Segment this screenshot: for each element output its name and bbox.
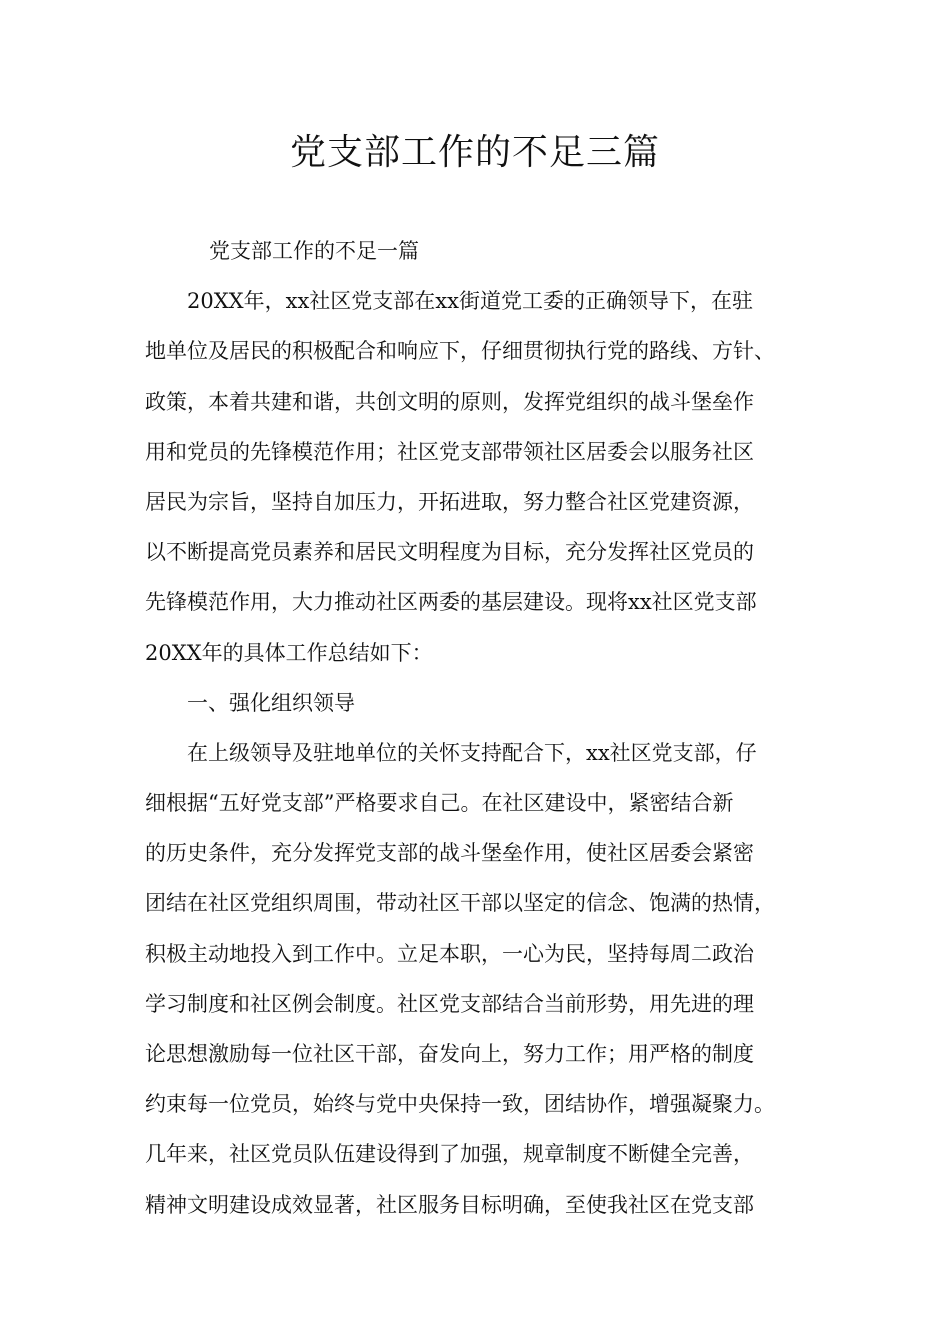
paragraph-line: 精神文明建设成效显著，社区服务目标明确，至使我社区在党支部 [145,1192,754,1217]
paragraph-line: 学习制度和社区例会制度。社区党支部结合当前形势，用先进的理 [145,991,754,1016]
paragraph-line: 论思想激励每一位社区干部，奋发向上，努力工作；用严格的制度 [145,1042,754,1066]
document-body [145,226,815,1230]
paragraph-line: 地单位及居民的积极配合和响应下，仔细贯彻执行党的路线、方针、 [145,339,775,364]
paragraph-line: 以不断提高党员素养和居民文明程度为目标，充分发挥社区党员的 [145,540,754,565]
paragraph-line: 先锋模范作用，大力推动社区两委的基层建设。现将xx社区党支部 [145,590,757,615]
paragraph-line: 在上级领导及驻地单位的关怀支持配合下，xx社区党支部，仔 [187,740,757,765]
paragraph-line: 用和党员的先锋模范作用；社区党支部带领社区居委会以服务社区 [145,439,754,464]
document-title: 党支部工作的不足三篇 [289,132,660,173]
subsection-heading: 一、强化组织领导 [187,690,355,715]
paragraph-line: 政策，本着共建和谐，共创文明的原则，发挥党组织的战斗堡垒作 [145,389,754,414]
paragraph-line: 的历史条件，充分发挥党支部的战斗堡垒作用，使社区居委会紧密 [145,841,754,866]
paragraph-line: 细根据“五好党支部”严格要求自己。在社区建设中，紧密结合新 [145,791,734,816]
paragraph-line: 团结在社区党组织周围，带动社区干部以坚定的信念、饱满的热情， [145,891,775,916]
paragraph-line: 约束每一位党员，始终与党中央保持一致，团结协作，增强凝聚力。 [145,1092,775,1117]
paragraph-line: 20XX年，xx社区党支部在xx街道党工委的正确领导下，在驻 [187,289,753,314]
paragraph-line: 20XX年的具体工作总结如下： [145,640,433,665]
paragraph-line: 积极主动地投入到工作中。立足本职，一心为民，坚持每周二政治 [145,941,754,966]
section-heading: 党支部工作的不足一篇 [209,239,419,263]
paragraph-line: 几年来，社区党员队伍建设得到了加强，规章制度不断健全完善， [145,1142,754,1167]
paragraph-line: 居民为宗旨，坚持自加压力，开拓进取，努力整合社区党建资源， [145,489,754,514]
